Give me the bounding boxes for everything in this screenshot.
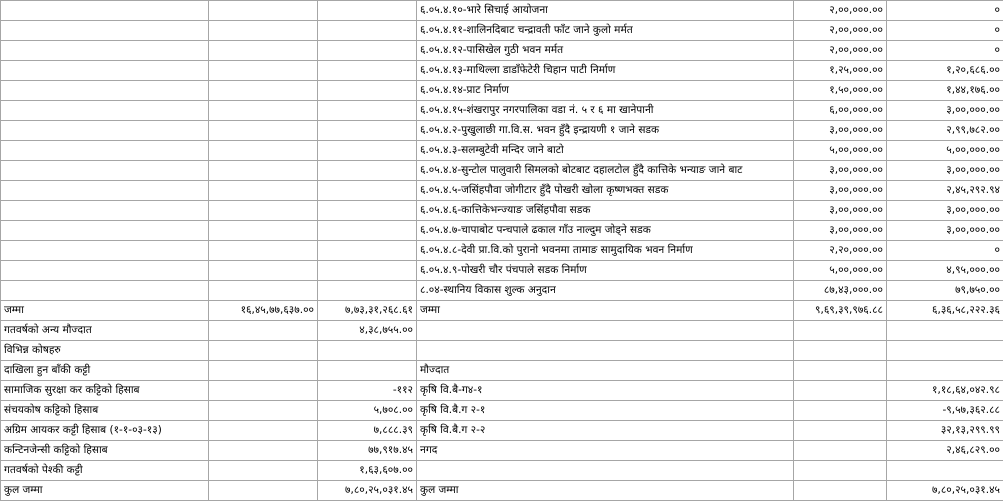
project-budget: २,००,०००.०० — [794, 1, 887, 21]
project-expense: ० — [887, 1, 1003, 21]
table-row — [1, 441, 1003, 461]
project-budget: १,२५,०००.०० — [794, 61, 887, 81]
footer-rows — [1, 461, 1003, 501]
bank-name: कृषि वि.बै.ग २-१ — [417, 401, 794, 421]
table-row — [1, 281, 1003, 301]
project-budget: १,५०,०००.०० — [794, 81, 887, 101]
deposit-row — [1, 361, 1003, 381]
deduction-rows — [1, 381, 1003, 461]
table-row — [1, 161, 1003, 181]
deduction-label: संचयकोष कट्टिको हिसाब — [1, 401, 209, 421]
project-expense: २,९९,७८२.०० — [887, 121, 1003, 141]
income-spent: ७,७३,३१,२६८.६१ — [318, 301, 417, 321]
project-desc: ६.०५.४.१३-माथिल्ला डाडाँफेटेरी चिहान पाटी निर्माण — [417, 61, 794, 81]
prev-balance-row — [1, 321, 1003, 341]
deduction-value: -११२ — [318, 381, 417, 401]
total-label: जम्मा — [1, 301, 209, 321]
budget-total: ९,६९,३९,९७६.८८ — [794, 301, 887, 321]
project-expense: ४,९५,०००.०० — [887, 261, 1003, 281]
project-budget: ३,००,०००.०० — [794, 181, 887, 201]
income-total: १६,४५,७७,६३७.०० — [209, 301, 318, 321]
total-label-right: जम्मा — [417, 301, 794, 321]
bank-amount: ३२,१३,२९९.९९ — [887, 421, 1003, 441]
bank-amount: १,१८,६४,०४२.९८ — [887, 381, 1003, 401]
total-row — [1, 301, 1003, 321]
deduction-value: ५,७०८.०० — [318, 401, 417, 421]
table-row — [1, 101, 1003, 121]
project-budget: ६,००,०००.०० — [794, 101, 887, 121]
table-row — [1, 21, 1003, 41]
project-desc: ६.०५.४.१०-भारे सिचाई आयोजना — [417, 1, 794, 21]
project-budget: ३,००,०००.०० — [794, 161, 887, 181]
deposit-label: दाखिला हुन बाँकी कट्टी — [1, 361, 209, 381]
project-budget: ५,००,०००.०० — [794, 141, 887, 161]
project-desc: ६.०५.४.११-शालिनदिबाट चन्द्रावती फाँट जाने कुलो मर्मत — [417, 21, 794, 41]
project-expense: ० — [887, 41, 1003, 61]
table-row — [1, 201, 1003, 221]
bank-name: कृषि वि.बै-ग४-१ — [417, 381, 794, 401]
project-desc: ६.०५.४.१४-प्राट निर्माण — [417, 81, 794, 101]
prev-advance-label: गतवर्षको पेश्की कट्टी — [1, 461, 209, 481]
prev-balance-value: ४,३८,७५५.०० — [318, 321, 417, 341]
table-row — [1, 181, 1003, 201]
project-desc: ६.०५.४.१२-पासिखेल गुठी भवन मर्मत — [417, 41, 794, 61]
project-desc: ८.०४-स्थानिय विकास शुल्क अनुदान — [417, 281, 794, 301]
project-desc: ६.०५.४.७-चापाबोट पन्चपाले ढकाल गाँउ नाल्दुम जोड्ने सडक — [417, 221, 794, 241]
prev-advance-value: १,६३,६०७.०० — [318, 461, 417, 481]
table-row — [1, 121, 1003, 141]
expense-total: ६,३६,५८,२२२.३६ — [887, 301, 1003, 321]
project-desc: ६.०५.४.६-कात्तिकेभन्ज्याङ जसिंहपौवा सडक — [417, 201, 794, 221]
table-row — [1, 241, 1003, 261]
project-expense: २,४५,२९२.९४ — [887, 181, 1003, 201]
various-funds-row — [1, 341, 1003, 361]
table-row — [1, 1, 1003, 21]
grand-total-value: ७,८०,२५,०३१.४५ — [318, 481, 417, 501]
project-rows — [1, 1, 1003, 301]
table-row — [1, 61, 1003, 81]
bank-name: कृषि वि.बै.ग २-२ — [417, 421, 794, 441]
project-desc: ६.०५.४.२-पुखुलाछी गा.वि.स. भवन हुँदै इन्द्रायणी १ जाने सडक — [417, 121, 794, 141]
project-expense: ५,००,०००.०० — [887, 141, 1003, 161]
project-expense: १,४४,१७६.०० — [887, 81, 1003, 101]
project-budget: ३,००,०००.०० — [794, 221, 887, 241]
table-row — [1, 401, 1003, 421]
project-budget: २,००,०००.०० — [794, 21, 887, 41]
table-row — [1, 81, 1003, 101]
table-row — [1, 41, 1003, 61]
grand-total-label: कुल जम्मा — [1, 481, 209, 501]
table-row — [1, 381, 1003, 401]
various-funds-label: विभिन्न कोषहरु — [1, 341, 209, 361]
project-budget: ५,००,०००.०० — [794, 261, 887, 281]
project-expense: ० — [887, 21, 1003, 41]
prev-balance-label: गतवर्षको अन्य मौज्दात — [1, 321, 209, 341]
bank-amount: २,४६,८२९.०० — [887, 441, 1003, 461]
project-desc: ६.०५.४.९-पोखरी चौर पंचपाले सडक निर्माण — [417, 261, 794, 281]
project-desc: ६.०५.४.३-सलम्बुटेवी मन्दिर जाने बाटो — [417, 141, 794, 161]
grand-total-value-right: ७,८०,२५,०३१.४५ — [887, 481, 1003, 501]
project-budget: २,२०,०००.०० — [794, 241, 887, 261]
project-desc: ६.०५.४.५-जसिंहपौवा जोगीटार हुँदै पोखरी खोला कृष्णभक्त सडक — [417, 181, 794, 201]
table-row — [1, 141, 1003, 161]
project-expense: ३,००,०००.०० — [887, 101, 1003, 121]
project-expense: १,२०,६८६.०० — [887, 61, 1003, 81]
project-expense: ३,००,०००.०० — [887, 221, 1003, 241]
project-expense: ३,००,०००.०० — [887, 201, 1003, 221]
deduction-label: सामाजिक सुरक्षा कर कट्टिको हिसाब — [1, 381, 209, 401]
project-expense: ७९,७५०.०० — [887, 281, 1003, 301]
table-row — [1, 421, 1003, 441]
summary-rows — [1, 301, 1003, 381]
project-expense: ० — [887, 241, 1003, 261]
project-desc: ६.०५.४.१५-शंखरापुर नगरपालिका वडा नं. ५ र ६ मा खानेपानी — [417, 101, 794, 121]
prev-advance-row — [1, 461, 1003, 481]
project-budget: २,००,०००.०० — [794, 41, 887, 61]
table-row — [1, 261, 1003, 281]
project-budget: ३,००,०००.०० — [794, 201, 887, 221]
bank-name: नगद — [417, 441, 794, 461]
project-desc: ६.०५.४.८-देवी प्रा.वि.को पुरानो भवनमा तामाङ सामुदायिक भवन निर्माण — [417, 241, 794, 261]
grand-total-row — [1, 481, 1003, 501]
deduction-value: ७७,९१७.४५ — [318, 441, 417, 461]
deduction-value: ७,८८८.३९ — [318, 421, 417, 441]
bank-amount: -९,५७,३६२.८८ — [887, 401, 1003, 421]
project-desc: ६.०५.४.४-सुन्टोल पालुवारी सिमलको बोटबाट दहालटोल हुँदै कात्तिके भन्याङ जाने बाट — [417, 161, 794, 181]
project-budget: ८७,४३,०००.०० — [794, 281, 887, 301]
deduction-label: कन्टिनजेन्सी कट्टिको हिसाब — [1, 441, 209, 461]
table-row — [1, 221, 1003, 241]
project-budget: ३,००,०००.०० — [794, 121, 887, 141]
grand-total-label-right: कुल जम्मा — [417, 481, 794, 501]
balance-label: मौज्दात — [417, 361, 794, 381]
deduction-label: अग्रिम आयकर कट्टी हिसाब (१-१-०३-१३) — [1, 421, 209, 441]
project-expense: ३,००,०००.०० — [887, 161, 1003, 181]
